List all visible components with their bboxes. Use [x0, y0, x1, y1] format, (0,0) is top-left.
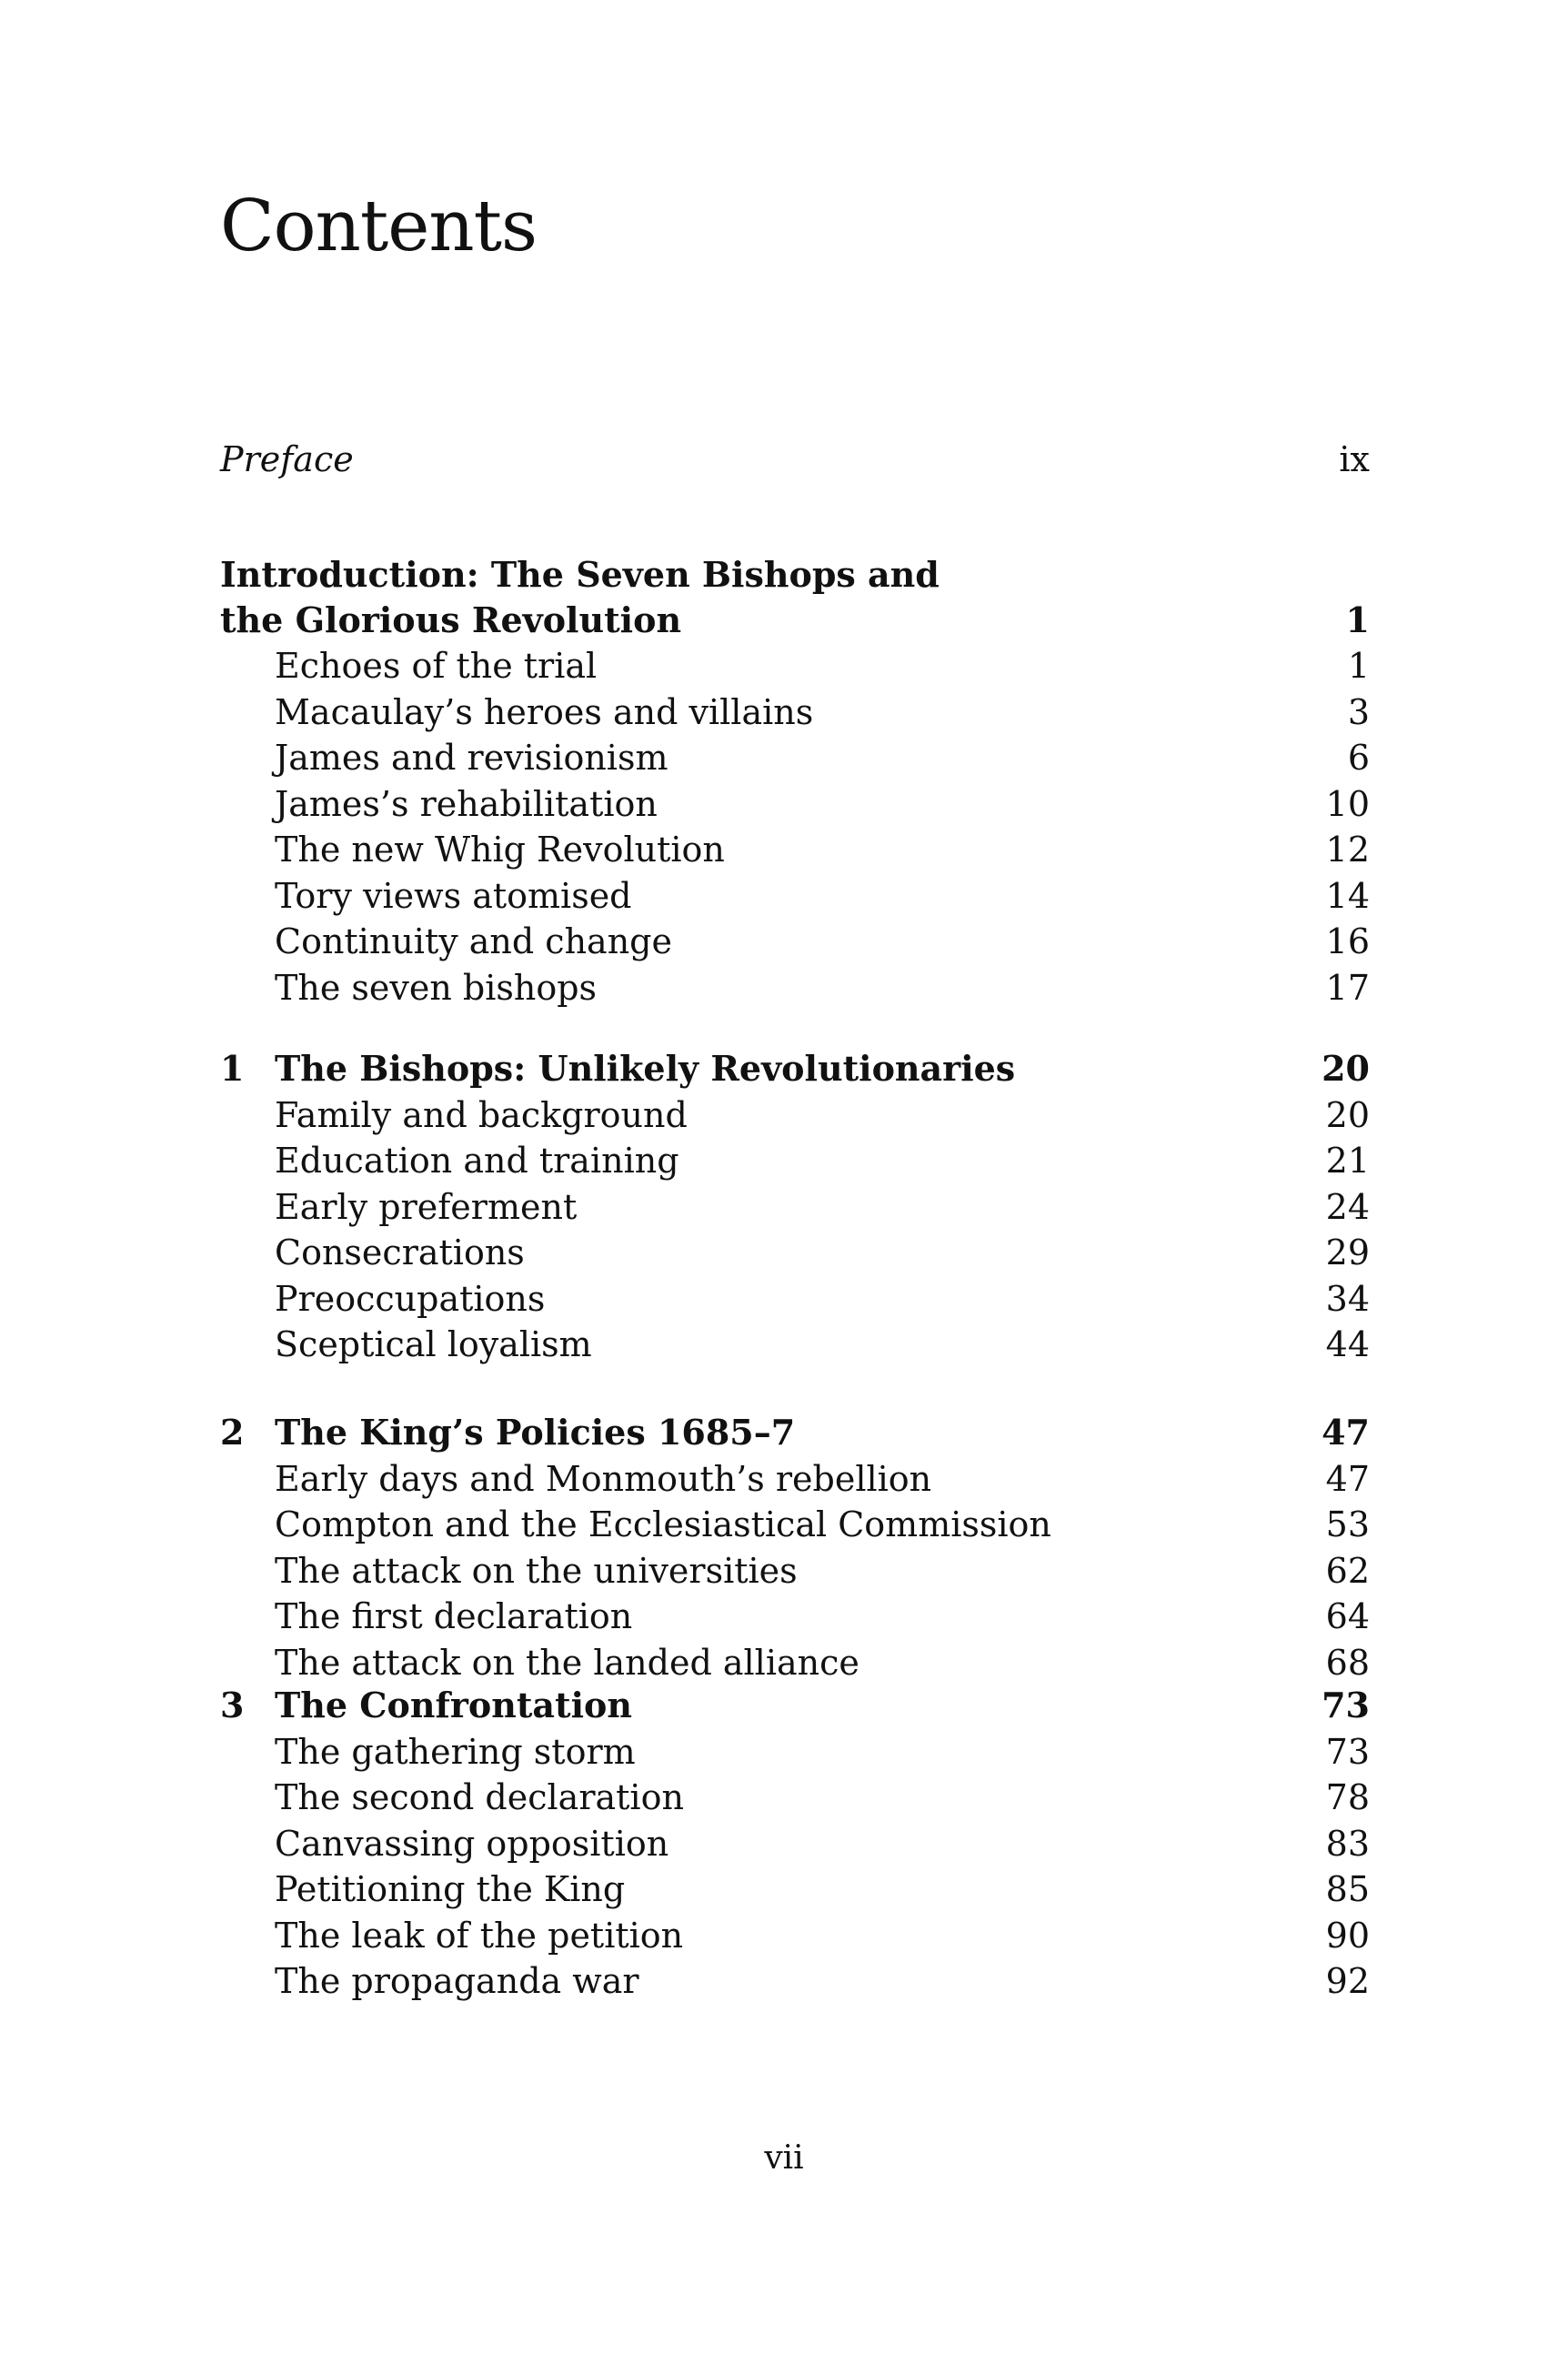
toc-section-entry[interactable] — [220, 1775, 1370, 1820]
toc-entry-label: Continuity and change — [275, 921, 672, 961]
toc-entry-label: The Bishops: Unlikely Revolutionaries — [275, 1048, 1016, 1089]
toc-entry-page: 68 — [1325, 1642, 1370, 1683]
toc-entry-page: 47 — [1325, 1458, 1370, 1499]
toc-section-entry[interactable] — [220, 1913, 1370, 1958]
toc-entry-label: Macaulay’s heroes and villains — [275, 691, 814, 732]
toc-entry-label: Family and background — [275, 1094, 688, 1135]
toc-entry-label: The new Whig Revolution — [275, 830, 725, 870]
toc-entry-label: Petitioning the King — [275, 1869, 626, 1909]
toc-entry-page: 34 — [1325, 1278, 1370, 1319]
toc-entry-page: 10 — [1325, 783, 1370, 824]
toc-section-entry[interactable] — [220, 643, 1370, 689]
toc-entry-label: The attack on the universities — [275, 1550, 798, 1591]
toc-section-entry[interactable] — [220, 1821, 1370, 1866]
toc-section-entry[interactable] — [220, 827, 1370, 872]
toc-section-entry[interactable] — [220, 735, 1370, 780]
toc-entry-label: Preface — [220, 439, 354, 479]
toc-section-entry[interactable] — [220, 1958, 1370, 2004]
toc-entry-page: 73 — [1322, 1685, 1370, 1725]
toc-entry-label: The seven bishops — [275, 967, 598, 1008]
toc-entry-introduction-line1[interactable] — [220, 552, 1370, 598]
chapter-number: 3 — [220, 1685, 245, 1725]
toc-entry-page: 14 — [1325, 875, 1370, 916]
toc-entry-page: 78 — [1325, 1777, 1370, 1817]
toc-entry-label: The gathering storm — [275, 1731, 636, 1772]
toc-entry-label: The attack on the landed alliance — [275, 1642, 859, 1683]
toc-entry-label: the Glorious Revolution — [220, 599, 682, 640]
toc-section-entry[interactable] — [220, 1640, 1370, 1685]
toc-section-entry[interactable] — [220, 1230, 1370, 1275]
toc-chapter-entry[interactable] — [220, 1046, 1370, 1091]
toc-section-entry[interactable] — [220, 1502, 1370, 1547]
toc-entry-page: 20 — [1325, 1094, 1370, 1135]
toc-entry-page: 85 — [1325, 1869, 1370, 1909]
toc-entry-page: 83 — [1325, 1823, 1370, 1864]
toc-entry-label: Early preferment — [275, 1186, 578, 1227]
toc-entry-label: The second declaration — [275, 1777, 684, 1817]
toc-section-entry[interactable] — [220, 689, 1370, 735]
toc-section-entry[interactable] — [220, 1594, 1370, 1639]
toc-section-entry[interactable] — [220, 1866, 1370, 1912]
toc-section-entry[interactable] — [220, 781, 1370, 827]
toc-entry-page: 73 — [1325, 1731, 1370, 1772]
toc-entry-page: 6 — [1347, 738, 1370, 778]
toc-entry-page: 24 — [1325, 1186, 1370, 1227]
toc-entry-page: 64 — [1325, 1596, 1370, 1636]
chapter-number: 1 — [220, 1048, 245, 1089]
toc-entry-page: 90 — [1325, 1915, 1370, 1956]
toc-entry-label: Preoccupations — [275, 1278, 546, 1319]
toc-entry-page: 53 — [1325, 1504, 1370, 1544]
chapter-number: 2 — [220, 1412, 245, 1453]
toc-section-entry[interactable] — [220, 1092, 1370, 1138]
toc-entry-introduction[interactable] — [220, 598, 1370, 643]
toc-section-entry[interactable] — [220, 1456, 1370, 1502]
toc-entry-preface[interactable] — [220, 437, 1370, 482]
toc-entry-label: The Confrontation — [275, 1685, 633, 1725]
toc-entry-label: James and revisionism — [275, 738, 668, 778]
toc-entry-page: 92 — [1325, 1961, 1370, 2001]
toc-entry-label: Introduction: The Seven Bishops and — [220, 554, 940, 595]
toc-entry-page: 20 — [1322, 1048, 1370, 1089]
toc-entry-page: 16 — [1325, 921, 1370, 961]
toc-entry-page: 1 — [1347, 646, 1370, 686]
toc-entry-label: Canvassing opposition — [275, 1823, 669, 1864]
toc-section-entry[interactable] — [220, 873, 1370, 919]
toc-entry-label: The King’s Policies 1685–7 — [275, 1412, 796, 1453]
toc-entry-label: Consecrations — [275, 1232, 525, 1273]
toc-section-entry[interactable] — [220, 1184, 1370, 1230]
page-title: Contents — [220, 186, 537, 267]
toc-entry-label: The first declaration — [275, 1596, 633, 1636]
toc-section-entry[interactable] — [220, 965, 1370, 1011]
toc-chapter-entry[interactable] — [220, 1410, 1370, 1455]
toc-section-entry[interactable] — [220, 919, 1370, 964]
toc-entry-label: Early days and Monmouth’s rebellion — [275, 1458, 932, 1499]
toc-entry-page: 1 — [1345, 599, 1370, 640]
toc-entry-label: The leak of the petition — [275, 1915, 684, 1956]
toc-entry-label: Compton and the Ecclesiastical Commission — [275, 1504, 1051, 1544]
toc-chapter-entry[interactable] — [220, 1683, 1370, 1728]
toc-entry-page: 21 — [1325, 1141, 1370, 1181]
toc-entry-page: 29 — [1325, 1232, 1370, 1273]
toc-section-entry[interactable] — [220, 1138, 1370, 1183]
toc-entry-page: ix — [1339, 439, 1370, 479]
toc-section-entry[interactable] — [220, 1729, 1370, 1775]
toc-section-entry[interactable] — [220, 1322, 1370, 1367]
toc-section-entry[interactable] — [220, 1548, 1370, 1594]
toc-entry-page: 3 — [1347, 691, 1370, 732]
toc-entry-page: 62 — [1325, 1550, 1370, 1591]
toc-entry-label: James’s rehabilitation — [275, 783, 658, 824]
toc-entry-label: Echoes of the trial — [275, 646, 598, 686]
toc-entry-label: Education and training — [275, 1141, 679, 1181]
toc-entry-page: 12 — [1325, 830, 1370, 870]
toc-entry-page: 44 — [1325, 1324, 1370, 1364]
page-number: vii — [764, 2139, 804, 2177]
toc-entry-page: 17 — [1325, 967, 1370, 1008]
toc-section-entry[interactable] — [220, 1276, 1370, 1322]
toc-entry-page: 47 — [1322, 1412, 1370, 1453]
toc-entry-label: Tory views atomised — [275, 875, 632, 916]
toc-entry-label: Sceptical loyalism — [275, 1324, 592, 1364]
toc-entry-label: The propaganda war — [275, 1961, 639, 2001]
